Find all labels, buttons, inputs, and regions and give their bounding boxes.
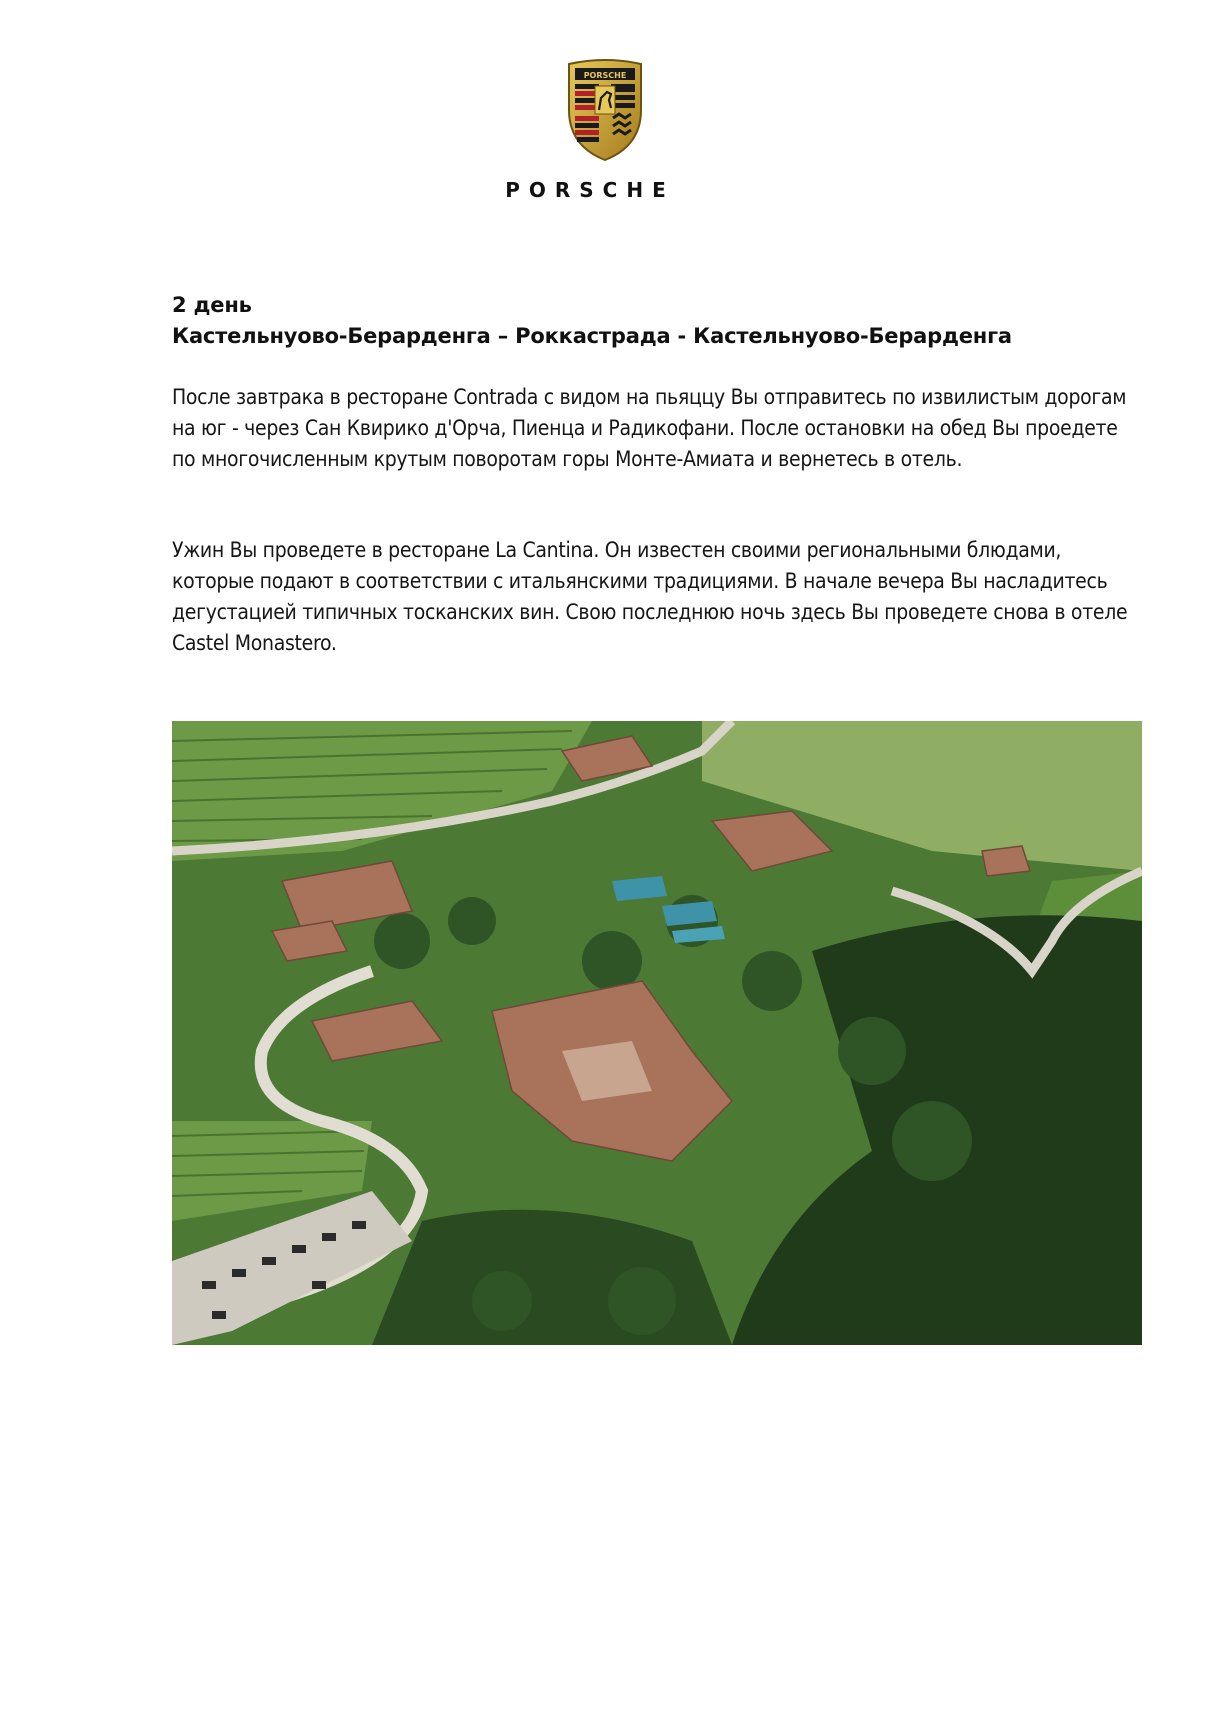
aerial-photo-castel-monastero	[172, 721, 1142, 1345]
route-title: Кастельнуово-Берарденга – Роккастрада - Кастельнуово-Берарденга	[172, 324, 1012, 348]
itinerary-section	[172, 290, 1132, 655]
aerial-photo-illustration	[172, 721, 1142, 1345]
day-title: 2 день	[172, 293, 252, 317]
paragraph-morning: После завтрака в ресторане Contrada с видом на пьяццу Вы отправитесь по извилистым дорогам на юг - через Сан Квирико д'Орча, Пиенца и Радикофани. После остановки на обед Вы проедете по многочисленным крутым поворотам горы Монте-Амиата и вернетесь в отель.	[172, 385, 1127, 471]
porsche-wordmark	[460, 178, 720, 202]
paragraph-evening: Ужин Вы проведете в ресторане La Cantina. Он известен своими региональными блюдами, которые подают в соответствии с итальянскими традициями. В начале вечера Вы насладитесь дегустацией типичных тосканских вин. Свою последнюю ночь здесь Вы проведете снова в отеле Castel Monastero.	[172, 538, 1128, 655]
porsche-crest-icon	[563, 58, 647, 162]
svg-text:PORSCHE: PORSCHE	[505, 178, 675, 202]
porsche-logo	[0, 58, 1210, 202]
svg-text:PORSCHE: PORSCHE	[583, 71, 627, 80]
